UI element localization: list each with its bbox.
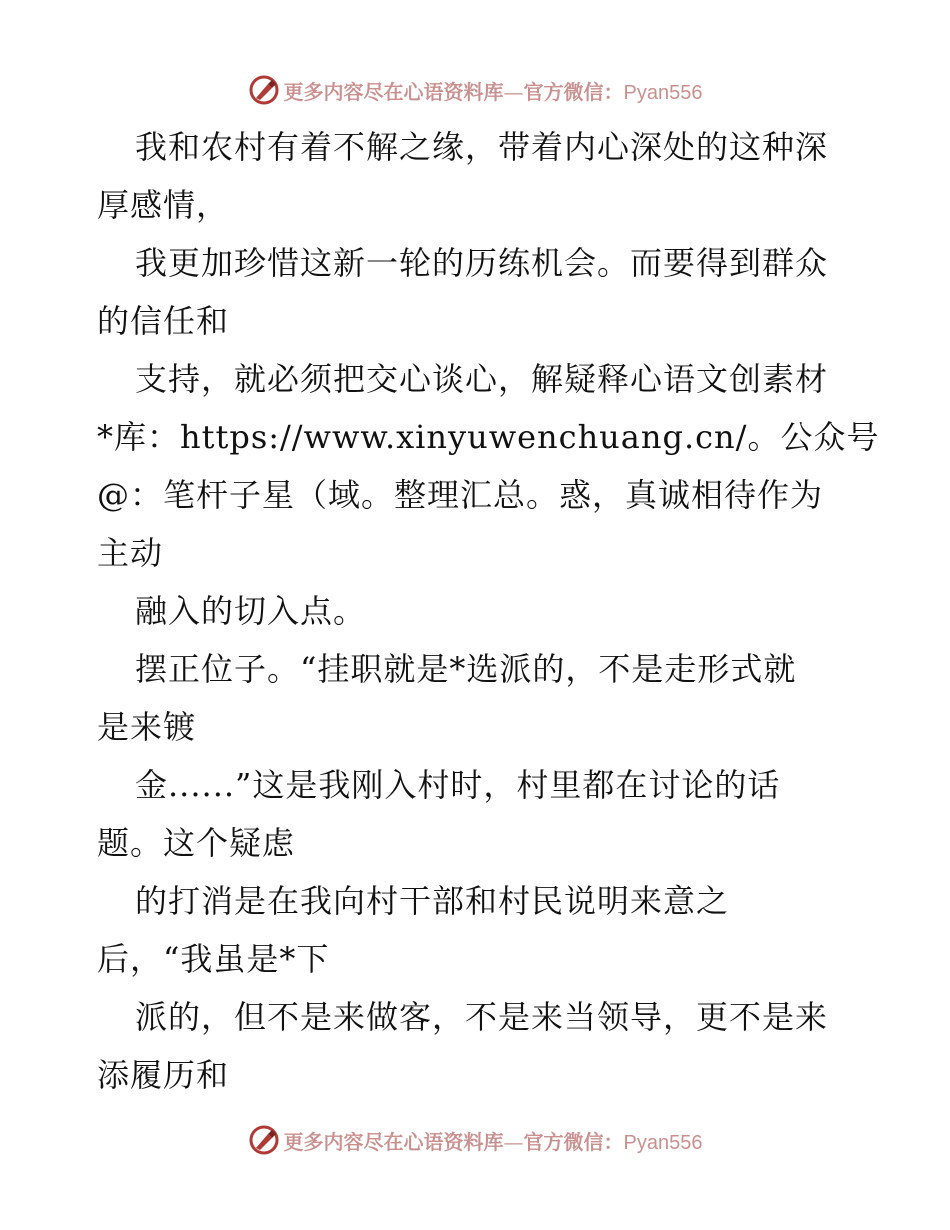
footer-banner-main: 更多内容尽在心语资料库 <box>283 1129 504 1154</box>
body-line-9: 融入的切入点。 <box>135 592 367 630</box>
body-line-5: 支持，就必须把交心谈心，解疑释心语文创素材 <box>135 360 829 398</box>
body-line-11: 是来镀 <box>97 708 197 746</box>
footer-banner-wechat: 官方微信： <box>523 1129 624 1154</box>
footer-banner-id: Pyan556 <box>623 1131 703 1154</box>
pen-logo-icon <box>248 74 280 106</box>
body-line-1: 我和农村有着不解之缘，带着内心深处的这种深 <box>135 128 829 166</box>
document-body <box>97 118 880 1104</box>
body-line-8: 主动 <box>97 534 164 572</box>
body-line-10: 摆正位子。“挂职就是*选派的，不是走形式就 <box>135 650 797 688</box>
body-line-14: 的打消是在我向村干部和村民说明来意之 <box>135 882 730 920</box>
header-banner-id: Pyan556 <box>623 81 703 104</box>
body-line-7: @：笔杆子星（域。整理汇总。惑，真诚相待作为 <box>97 476 824 514</box>
header-banner <box>0 70 950 110</box>
body-line-16: 派的，但不是来做客，不是来当领导，更不是来 <box>135 998 829 1036</box>
body-line-17: 添履历和 <box>97 1056 230 1094</box>
body-line-12: 金......”这是我刚入村时，村里都在讨论的话 <box>135 766 781 804</box>
body-line-6: *库：https://www.xinyuwenchuang.cn/。公众号 <box>97 418 880 456</box>
footer-banner <box>0 1120 950 1160</box>
body-line-2: 厚感情， <box>97 186 230 224</box>
body-line-15: 后，“我虽是*下 <box>97 940 330 978</box>
body-line-4: 的信任和 <box>97 302 230 340</box>
body-line-3: 我更加珍惜这新一轮的历练机会。而要得到群众 <box>135 244 829 282</box>
header-banner-text <box>284 76 703 105</box>
header-banner-main: 更多内容尽在心语资料库 <box>283 79 504 104</box>
header-banner-wechat: 官方微信： <box>523 79 624 104</box>
footer-banner-dash: — <box>503 1129 524 1154</box>
header-banner-dash: — <box>503 79 524 104</box>
pen-logo-icon <box>248 1124 280 1156</box>
body-line-13: 题。这个疑虑 <box>97 824 296 862</box>
footer-banner-text <box>284 1126 703 1155</box>
